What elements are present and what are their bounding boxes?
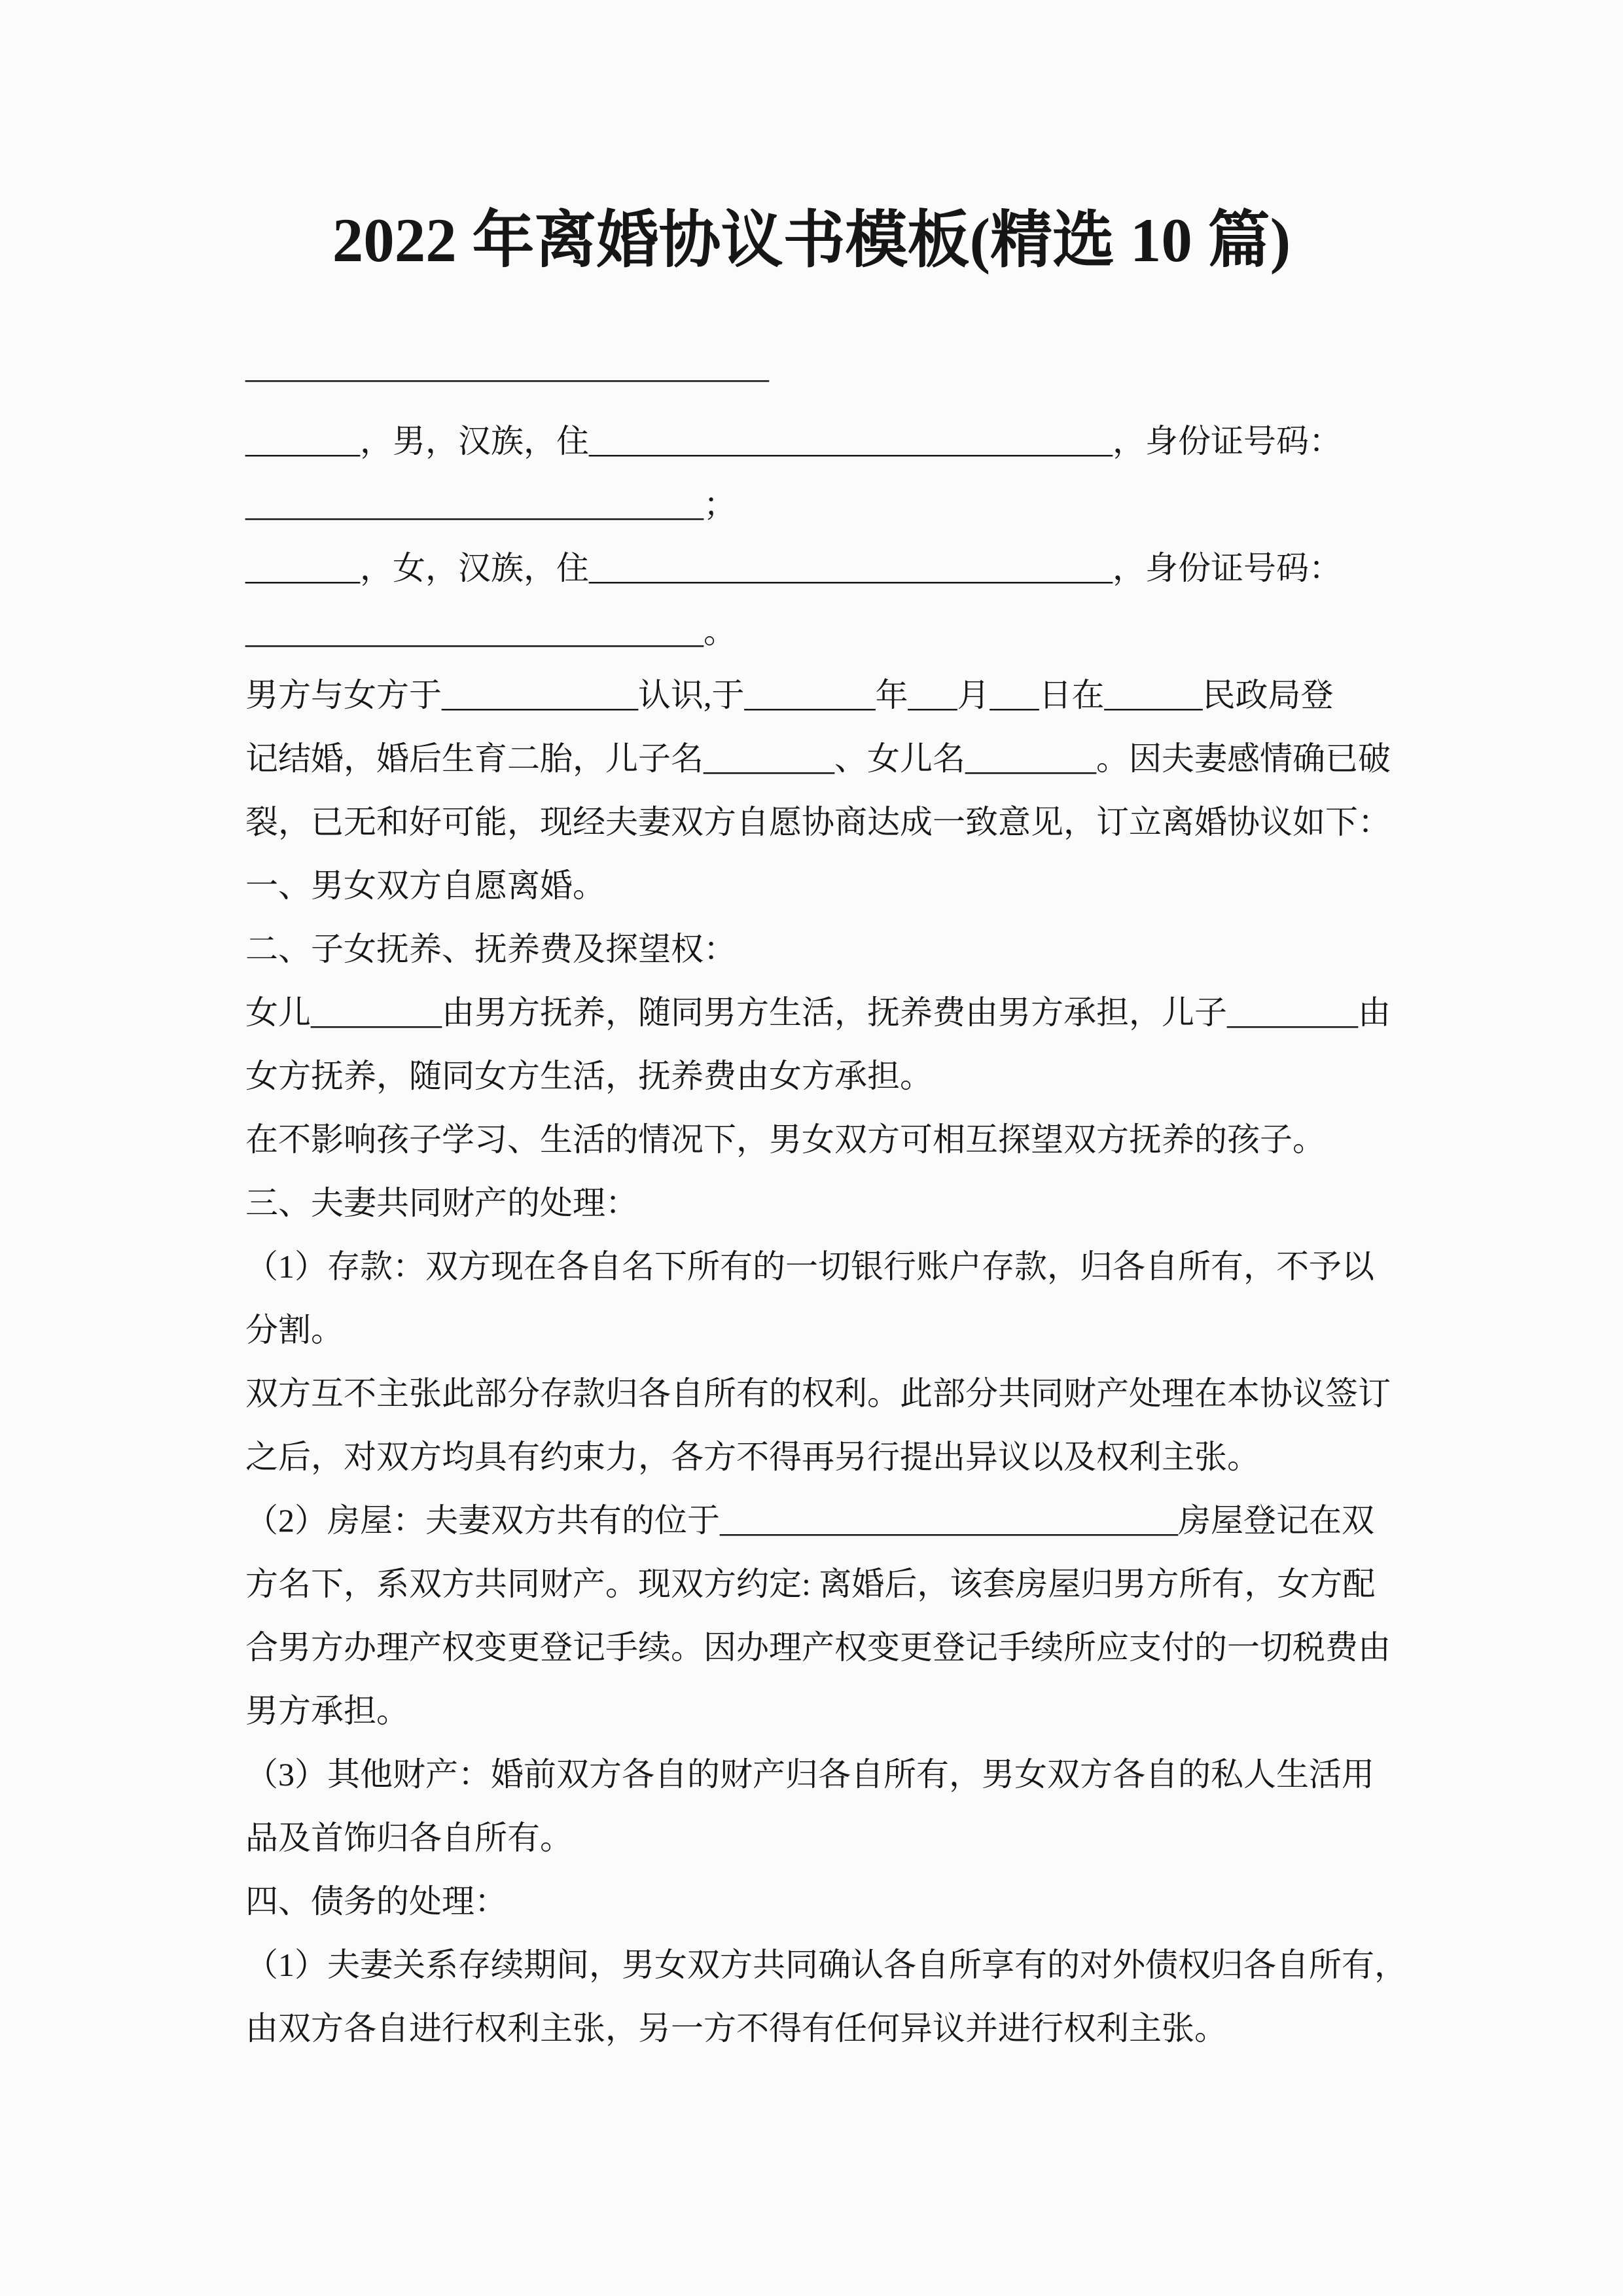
document-line: _______，男，汉族，住________________________________，身份证号码： bbox=[245, 423, 1342, 459]
document-line: （2）房屋：夫妻双方共有的位于____________________________房屋登记在双 bbox=[245, 1502, 1374, 1539]
document-line: 双方互不主张此部分存款归各自所有的权利。此部分共同财产处理在本协议签订 bbox=[245, 1375, 1391, 1412]
document-line: 男方承担。 bbox=[245, 1693, 409, 1729]
document-line: 裂，已无和好可能，现经夫妻双方自愿协商达成一致意见，订立离婚协议如下： bbox=[245, 804, 1391, 840]
document-line: ____________________________； bbox=[245, 486, 736, 523]
document-line: 男方与女方于____________认识,于________年___月___日在______民政局登 bbox=[245, 677, 1334, 713]
document-line: 品及首饰归各自所有。 bbox=[245, 1820, 573, 1856]
document-line: 在不影响孩子学习、生活的情况下，男女双方可相互探望双方抚养的孩子。 bbox=[245, 1121, 1325, 1158]
document-line: 女方抚养，随同女方生活，抚养费由女方承担。 bbox=[245, 1058, 933, 1094]
document-line: 由双方各自进行权利主张，另一方不得有任何异议并进行权利主张。 bbox=[245, 2010, 1227, 2047]
document-line: （1）存款：双方现在各自名下所有的一切银行账户存款，归各自所有，不予以 bbox=[245, 1248, 1374, 1285]
document-body bbox=[245, 346, 1407, 2060]
document-line: 记结婚，婚后生育二胎，儿子名________、女儿名________。因夫妻感情确已破 bbox=[245, 740, 1391, 777]
document-line: 合男方办理产权变更登记手续。因办理产权变更登记手续所应支付的一切税费由 bbox=[245, 1629, 1391, 1666]
document-line: 分割。 bbox=[245, 1312, 344, 1348]
document-line: （3）其他财产：婚前双方各自的财产归各自所有，男女双方各自的私人生活用 bbox=[245, 1756, 1374, 1793]
document-line: ———————————————— bbox=[245, 359, 769, 396]
document-line: 三、夫妻共同财产的处理： bbox=[245, 1185, 638, 1221]
document-line: 一、男女双方自愿离婚。 bbox=[245, 867, 605, 904]
document-line: 女儿________由男方抚养，随同男方生活，抚养费由男方承担，儿子________由 bbox=[245, 994, 1391, 1031]
document-line: （1）夫妻关系存续期间，男女双方共同确认各自所享有的对外债权归各自所有， bbox=[245, 1946, 1407, 1983]
document-line: 二、子女抚养、抚养费及探望权： bbox=[245, 931, 736, 967]
document-line: ____________________________。 bbox=[245, 613, 736, 650]
document-line: 方名下，系双方共同财产。现双方约定: 离婚后，该套房屋归男方所有，女方配 bbox=[245, 1566, 1376, 1602]
document-line: 四、债务的处理： bbox=[245, 1883, 507, 1920]
document-title: 2022 年离婚协议书模板(精选 10 篇) bbox=[332, 206, 1291, 275]
document-line: _______，女，汉族，住________________________________，身份证号码： bbox=[245, 550, 1342, 586]
document-line: 之后，对双方均具有约束力，各方不得再另行提出异议以及权利主张。 bbox=[245, 1439, 1260, 1475]
